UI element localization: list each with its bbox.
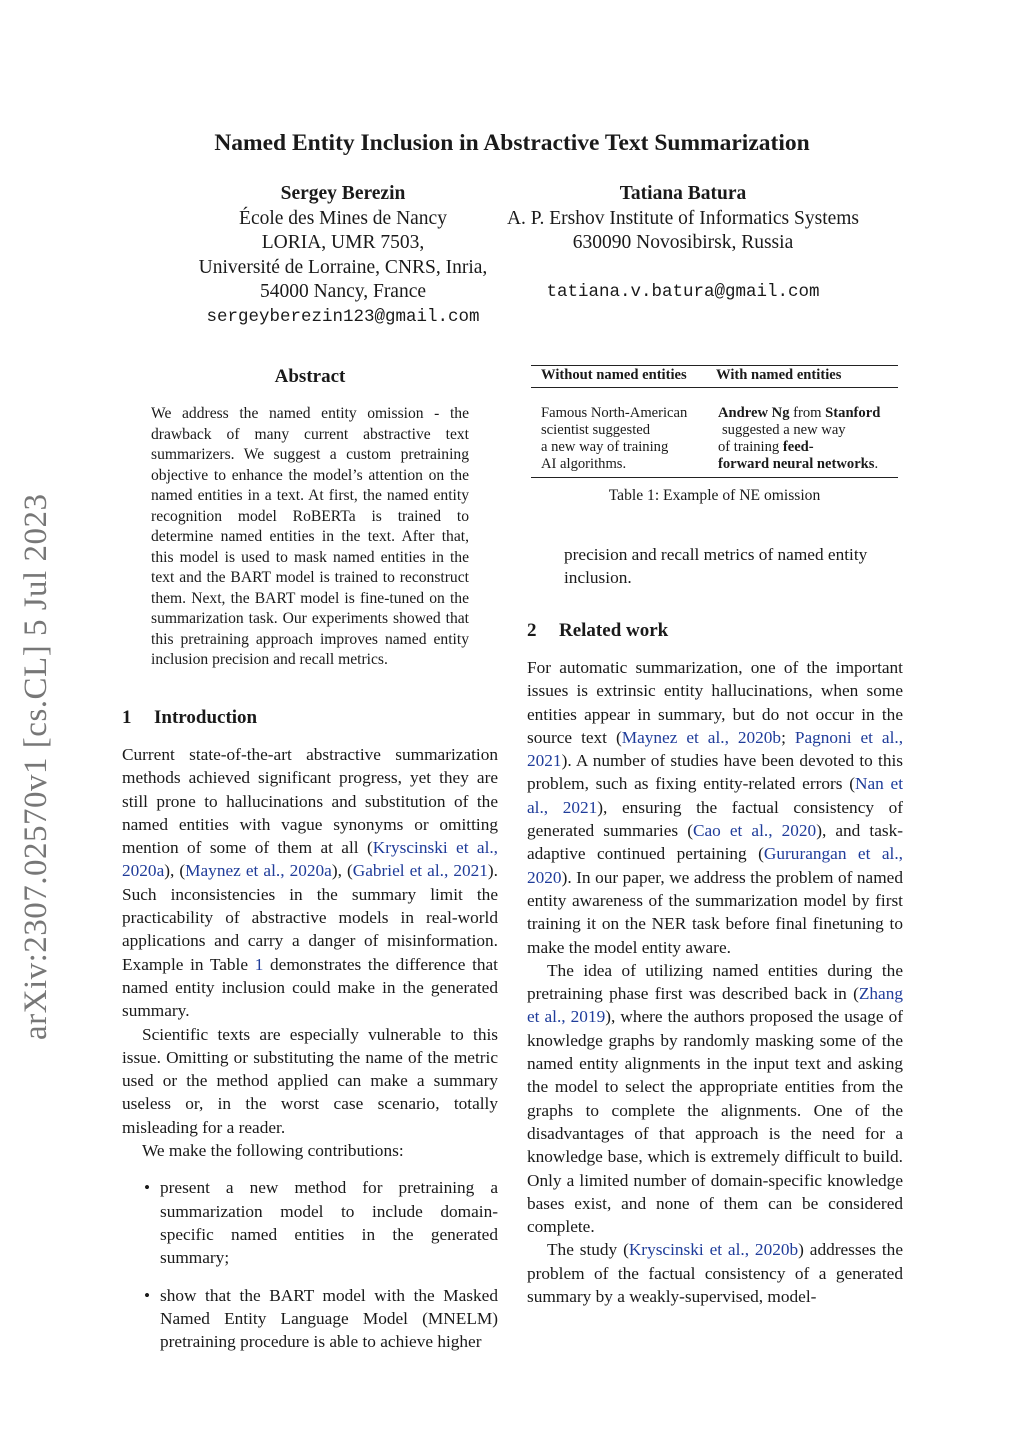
intro-paragraph-3: We make the following contributions: [142,1141,404,1161]
entity-feedforward: feed- [782,439,814,455]
intro-text: ), ( [164,861,186,881]
related-text: ). In our paper, we address the problem of named entity awareness of the summarization model by first training it on the NER task before final finetuning to make the model entity aware. [527,867,903,957]
intro-text: ). Such inconsistencies in the summary limit the practicability of abstractive models in real-world applications and carry a danger of misinformation. Example in Table [122,861,498,974]
citation-nan-2021[interactable]: Nan et al., 2021 [527,774,904,817]
table-text: . [874,456,879,472]
citation-kryscinski-2020b[interactable]: Kryscinski et al., 2020b [628,1240,799,1260]
section-1-number: 1 [122,707,132,728]
author-2 [492,182,874,304]
table-col-with: With named entities [716,367,842,383]
entity-feedforward-cont: forward neural networks [718,456,875,472]
arxiv-side-label: arXiv:2307.02570v1 [cs.CL] 5 Jul 2023 [18,493,54,1040]
table-caption: Table 1: Example of NE omission [608,487,821,504]
continued-bullet-text: precision and recall metrics of named entity inclusion. [564,545,868,588]
author-2-name: Tatiana Batura [619,183,747,204]
section-2-heading [527,620,903,642]
related-paragraph-1 [527,656,903,959]
table-cell-with [717,404,898,474]
author-1-affiliation-4: 54000 Nancy, France [259,281,427,302]
abstract-heading: Abstract [274,366,346,387]
intro-paragraph-2: Scientific texts are especially vulnerable to this issue. Omitting or substituting the name of the metric used or the method applied can make a summary useless or, in the worst case scenario, totally misleading for a reader. [122,1024,498,1137]
left-column-body [122,707,498,1353]
author-1-affiliation-2: LORIA, UMR 7503, [261,232,425,253]
table-header [531,367,898,384]
author-2-email: tatiana.v.batura@gmail.com [546,281,820,302]
table-line [718,456,897,473]
intro-text: demonstrates the difference that named entity inclusion could make in the generated summary. [122,954,498,1021]
citation-gabriel-2021[interactable]: Gabriel et al., 2021 [352,861,488,881]
author-1-email: sergeyberezin123@gmail.com [206,306,480,327]
entity-stanford: Stanford [825,405,881,421]
table-col-without: Without named entities [541,367,687,383]
entity-andrew-ng: Andrew Ng [718,405,790,421]
contributions-list [122,1176,498,1353]
table-line: a new way of training [541,439,669,455]
author-1 [168,182,518,329]
intro-text: ), ( [331,861,353,881]
related-text: The idea of utilizing named entities during the pretraining phase first was described back in ( [527,960,903,1004]
citation-cao-2020[interactable]: Cao et al., 2020 [692,821,817,841]
citation-zhang-2019[interactable]: Zhang et al., 2019 [527,984,903,1027]
section-1-title: Introduction [154,707,258,728]
citation-pagnoni-2021[interactable]: Pagnoni et al., 2021 [527,727,904,771]
related-text: ), and task-adaptive continued pertaining ( [527,821,903,864]
table-line [718,405,897,422]
related-paragraph-2 [527,959,903,1239]
table-line: Famous North-American [541,405,688,421]
table-mid-rule [531,387,898,388]
table-cell-without [531,404,717,474]
contribution-item: • show that the BART model with the Masked Named Entity Language Model (MNELM) pretraining procedure is able to achieve higher [122,1284,498,1354]
table-line [718,439,897,456]
citation-gururangan-2020[interactable]: Gururangan et al., 2020 [527,844,903,887]
contribution-item: • present a new method for pretraining a summarization model to include domain-specific named entities in the generated summary; [122,1176,498,1269]
citation-maynez-2020a[interactable]: Maynez et al., 2020a [185,861,332,881]
table-top-rule [531,365,898,366]
related-text: The study ( [547,1240,629,1260]
related-text: ), ensuring the factual consistency of generated summaries ( [527,797,903,841]
table-1 [531,365,898,478]
table-bottom-rule [531,477,898,478]
related-text: ; [781,727,795,747]
section-2-number: 2 [527,620,537,641]
author-1-affiliation-1: École des Mines de Nancy [239,207,447,229]
citation-kryscinski-2020a[interactable]: Kryscinski et al., 2020a [122,838,499,881]
intro-text: Current state-of-the-art abstractive summarization methods achieved significant progress, yet they are still prone to hallucinations and substitution of the named entities with vague synonyms or omitting mention of some of them at all ( [122,745,498,858]
citation-maynez-2020b[interactable]: Maynez et al., 2020b [621,727,782,747]
table-line: scientist suggested [541,422,651,438]
author-2-affiliation-1: A. P. Ershov Institute of Informatics Systems [506,207,860,229]
author-1-affiliation-3: Université de Lorraine, CNRS, Inria, [198,256,488,278]
author-2-affiliation-2: 630090 Novosibirsk, Russia [572,232,794,253]
related-text: ). A number of studies have been devoted to this problem, such as fixing entity-related errors ( [527,751,903,794]
right-column-body [527,620,903,1308]
table-reference-link[interactable]: 1 [254,954,264,974]
author-1-name: Sergey Berezin [280,183,406,204]
intro-paragraph-1 [122,743,498,1023]
related-text: ), where the authors proposed the usage of knowledge graphs by randomly masking some of the named entity alignments in the input text and asking the model to select the appropriate entities from the graphs to complete the alignments. One of the disadvantages of that approach is the need for a knowledge base, which is extremely difficult to build. Only a limited number of domain-specific knowledge bases exist, and none of them can be considered complete. [527,1007,903,1237]
section-1-heading [122,707,498,729]
table-line: suggested a new way [722,422,846,438]
related-text: ) addresses the problem of the factual consistency of a generated summary by a weakly-supervised, model- [527,1240,903,1307]
table-body [531,404,898,474]
related-text: For automatic summarization, one of the important issues is extrinsic entity hallucinations, when some entities appear in summary, but do not occur in the source text ( [527,658,903,747]
related-paragraph-3 [527,1238,903,1308]
table-text: from [789,405,826,421]
table-line: AI algorithms. [541,456,627,472]
section-2-title: Related work [559,620,669,641]
paper-title: Named Entity Inclusion in Abstractive Text Summarization [214,130,810,156]
table-text: of training [718,439,783,455]
abstract-text: We address the named entity omission - the drawback of many current abstractive text summarizers. We suggest a custom pretraining objective to enhance the model’s attention on the named entities in a text. At first, the named entity recognition model RoBERTa is trained to determine named entities in the text. After that, this model is used to mask named entities in the text and the BART model is trained to reconstruct them. Next, the BART model is fine-tuned on the summarization task. Our experiments showed that this pretraining approach improves named entity inclusion precision and recall metrics. [151,405,469,668]
